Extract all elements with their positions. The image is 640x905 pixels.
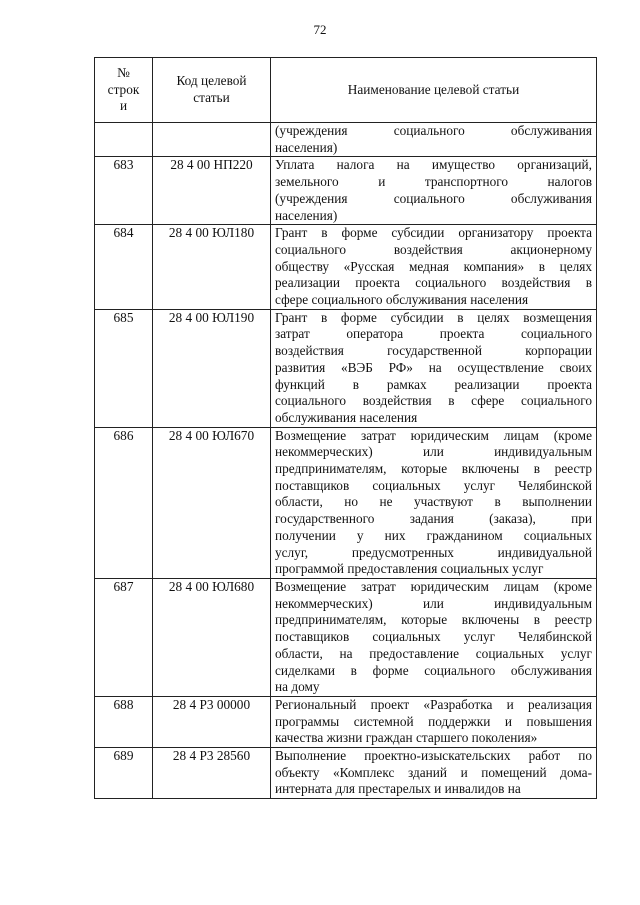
target-article-name-line: Региональный проект «Разработка и реализация: [275, 696, 592, 712]
row-number: 686: [95, 427, 153, 578]
target-article-name-line: населения): [275, 139, 338, 155]
row-number: [95, 123, 153, 157]
target-article-name-line: Выполнение проектно-изыскательских работ по: [275, 748, 592, 764]
table-row: [95, 427, 597, 578]
target-article-code: 28 4 Р3 28560: [153, 748, 271, 799]
target-article-name-line: сиделками в форме социального обслуживания: [275, 662, 592, 678]
target-article-name-line: некоммерческих) или индивидуальным: [275, 444, 592, 460]
target-article-name-line: сфере социального обслуживания населения: [275, 292, 529, 308]
table-row: [95, 123, 597, 157]
target-article-name: [271, 578, 597, 696]
target-articles-table: [94, 57, 597, 799]
target-article-name: [271, 157, 597, 225]
target-article-name: [271, 427, 597, 578]
header-row-number: [95, 58, 153, 123]
target-article-code: 28 4 00 ЮЛ190: [153, 309, 271, 427]
target-article-name-line: социального воздействия акционерному: [275, 241, 592, 257]
target-article-name-line: функций в рамках реализации проекта: [275, 376, 592, 392]
target-article-code: 28 4 Р3 00000: [153, 696, 271, 747]
target-article-name-line: развития «ВЭБ РФ» на осуществление своих: [275, 359, 592, 375]
target-article-code: [153, 123, 271, 157]
header-name: Наименование целевой статьи: [271, 58, 597, 123]
target-article-name-line: воздействия государственной корпорации: [275, 343, 592, 359]
target-article-name-line: на дому: [275, 679, 320, 695]
target-article-code: 28 4 00 НП220: [153, 157, 271, 225]
target-article-code: 28 4 00 ЮЛ680: [153, 578, 271, 696]
table-row: [95, 748, 597, 799]
header-code-line: статьи: [193, 90, 230, 105]
target-article-name-line: затрат оператора проекта социального: [275, 326, 592, 342]
row-number: 687: [95, 578, 153, 696]
table-row: [95, 578, 597, 696]
target-article-name-line: поставщиков социальных услуг Челябинской: [275, 477, 592, 493]
target-article-name-line: получении у них гражданином социальных: [275, 527, 592, 543]
header-code: [153, 58, 271, 123]
target-article-name: [271, 123, 597, 157]
header-code-line: Код целевой: [176, 73, 247, 89]
target-article-name: [271, 309, 597, 427]
target-article-name-line: населения): [275, 207, 338, 223]
target-article-name-line: обслуживания населения: [275, 409, 418, 425]
row-number: 683: [95, 157, 153, 225]
target-article-name-line: реализации проекта социального воздействия в: [275, 275, 592, 291]
target-article-name-line: обществу «Русская медная компания» в целях: [275, 258, 592, 274]
target-article-code: 28 4 00 ЮЛ180: [153, 225, 271, 310]
table-row: [95, 157, 597, 225]
target-article-name-line: Уплата налога на имущество организаций,: [275, 157, 592, 173]
table-row: [95, 225, 597, 310]
target-article-name: [271, 748, 597, 799]
row-number: 684: [95, 225, 153, 310]
target-article-name-line: Грант в форме субсидии в целях возмещения: [275, 309, 592, 325]
target-article-name-line: (учреждения социального обслуживания: [275, 123, 592, 138]
target-article-name: [271, 696, 597, 747]
target-article-name-line: области, на предоставление социальных услуг: [275, 645, 592, 661]
row-number: 688: [95, 696, 153, 747]
target-article-code: 28 4 00 ЮЛ670: [153, 427, 271, 578]
target-article-name-line: государственного задания (заказа), при: [275, 511, 592, 527]
target-article-name-line: интерната для престарелых и инвалидов на: [275, 781, 521, 797]
target-article-name-line: земельного и транспортного налогов: [275, 174, 592, 190]
header-row-number-line: строк: [107, 81, 140, 97]
header-row-number-line: и: [119, 98, 128, 114]
target-article-name-line: Грант в форме субсидии организатору проекта: [275, 225, 592, 241]
target-article-name-line: социального воздействия в сфере социального: [275, 393, 592, 409]
table-row: [95, 309, 597, 427]
target-article-name-line: объекту «Комплекс зданий и помещений дома-: [275, 764, 592, 780]
target-article-name-line: области, но не участвуют в выполнении: [275, 494, 592, 510]
target-article-name-line: программы системной поддержки и повышения: [275, 713, 592, 729]
target-article-name-line: (учреждения социального обслуживания: [275, 190, 592, 206]
target-article-name-line: качества жизни граждан старшего поколения»: [275, 730, 538, 746]
table-body: [95, 123, 597, 799]
table-header-row: [95, 58, 597, 123]
target-article-name-line: программой предоставления социальных услуг: [275, 561, 544, 577]
target-article-name-line: предпринимателям, которые включены в реестр: [275, 461, 592, 477]
table-row: [95, 696, 597, 747]
target-article-name: [271, 225, 597, 310]
target-article-name-line: некоммерческих) или индивидуальным: [275, 595, 592, 611]
target-article-name-line: Возмещение затрат юридическим лицам (кроме: [275, 427, 592, 443]
page-number: 72: [313, 22, 327, 37]
target-article-name-line: предпринимателям, которые включены в реестр: [275, 612, 592, 628]
target-article-name-line: услуг, предусмотренных индивидуальной: [275, 544, 592, 560]
row-number: 685: [95, 309, 153, 427]
row-number: 689: [95, 748, 153, 799]
target-article-name-line: поставщиков социальных услуг Челябинской: [275, 629, 592, 645]
target-article-name-line: Возмещение затрат юридическим лицам (кроме: [275, 578, 592, 594]
header-row-number-line: №: [117, 64, 130, 80]
